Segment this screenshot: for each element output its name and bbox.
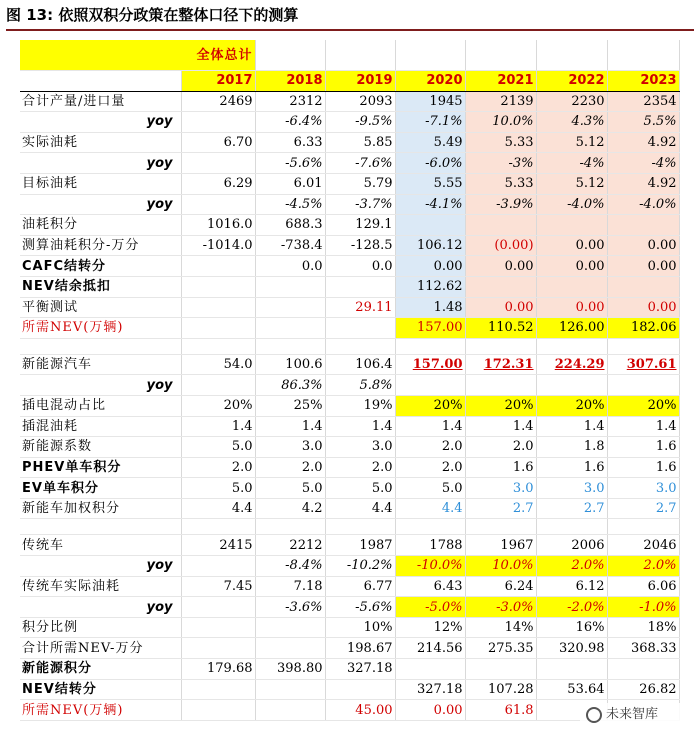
spacer-row (20, 338, 679, 354)
cell-2023: 6.06 (607, 576, 679, 597)
row-label: yoy (20, 375, 181, 396)
cell-2022 (536, 276, 607, 297)
cell-2019: 5.79 (325, 173, 395, 194)
row-label: NEV结转分 (20, 679, 181, 700)
cell-2020: 0.00 (395, 700, 465, 721)
cell-2021: (0.00) (465, 235, 536, 256)
cell-2021: -3.9% (465, 194, 536, 215)
cell-2022: 1.8 (536, 437, 607, 458)
cell-2022: 0.00 (536, 256, 607, 277)
cell-2017 (181, 276, 255, 297)
row-label: 合计所需NEV-万分 (20, 638, 181, 659)
cell-2023: 0.00 (607, 297, 679, 318)
table-title-row (20, 40, 679, 71)
cell-2023: 307.61 (607, 354, 679, 375)
cell-2018: -5.6% (255, 153, 325, 174)
cell-2021: -3.0% (465, 597, 536, 618)
cell-2017: 6.29 (181, 173, 255, 194)
cell-2023: 1.6 (607, 437, 679, 458)
cell-2020: 0.00 (395, 256, 465, 277)
table-row (20, 297, 679, 318)
cell-2019: 106.4 (325, 354, 395, 375)
row-label: NEV结余抵扣 (20, 276, 181, 297)
cell-2019: 327.18 (325, 659, 395, 680)
cell-2019: 45.00 (325, 700, 395, 721)
row-label: 实际油耗 (20, 132, 181, 153)
cell-2021: 5.33 (465, 173, 536, 194)
cell-2019: 29.11 (325, 297, 395, 318)
cell-2018 (255, 617, 325, 638)
table-row (20, 256, 679, 277)
cell-2022: 1.4 (536, 416, 607, 437)
row-label: yoy (20, 112, 181, 133)
cell-2020: -6.0% (395, 153, 465, 174)
cell-2022: 20% (536, 395, 607, 416)
cell-2022: 224.29 (536, 354, 607, 375)
table-row (20, 354, 679, 375)
cell-2022 (536, 215, 607, 236)
cell-2019: 5.8% (325, 375, 395, 396)
cell-2017: 7.45 (181, 576, 255, 597)
cell-2020: 5.55 (395, 173, 465, 194)
cell-2020 (395, 375, 465, 396)
cell-2020: 214.56 (395, 638, 465, 659)
cell-2018: -4.5% (255, 194, 325, 215)
cell-2022: 53.64 (536, 679, 607, 700)
cell-2021: 0.00 (465, 256, 536, 277)
cell-2022 (536, 375, 607, 396)
table-row (20, 679, 679, 700)
table-row (20, 498, 679, 519)
cell-2022: 320.98 (536, 638, 607, 659)
table-row (20, 276, 679, 297)
title-rule (6, 29, 694, 31)
cell-2018: 5.0 (255, 478, 325, 499)
cell-2020: -10.0% (395, 556, 465, 577)
row-label: 插混油耗 (20, 416, 181, 437)
cell-2017 (181, 556, 255, 577)
cell-2017 (181, 318, 255, 339)
cell-2021: 2.7 (465, 498, 536, 519)
data-table (20, 40, 680, 721)
cell-2019: -9.5% (325, 112, 395, 133)
cell-2021: 1967 (465, 535, 536, 556)
cell-2019: 3.0 (325, 437, 395, 458)
table-row (20, 659, 679, 680)
cell-2019: 5.0 (325, 478, 395, 499)
cell-2022: 2230 (536, 91, 607, 112)
cell-2022: -2.0% (536, 597, 607, 618)
cell-2019: 10% (325, 617, 395, 638)
table-row (20, 132, 679, 153)
cell-2022: 126.00 (536, 318, 607, 339)
cell-2023: 0.00 (607, 235, 679, 256)
cell-2020 (395, 659, 465, 680)
cell-2022: 4.3% (536, 112, 607, 133)
cell-2023: 2046 (607, 535, 679, 556)
cell-2021: 6.24 (465, 576, 536, 597)
cell-2022: -4% (536, 153, 607, 174)
cell-2021 (465, 276, 536, 297)
year-2019: 2019 (325, 71, 395, 92)
cell-2017 (181, 153, 255, 174)
row-label: 积分比例 (20, 617, 181, 638)
cell-2022: 2.0% (536, 556, 607, 577)
cell-2018: -8.4% (255, 556, 325, 577)
cell-2020: -5.0% (395, 597, 465, 618)
cell-2020: 2.0 (395, 457, 465, 478)
cell-2018 (255, 679, 325, 700)
cell-2019: 2.0 (325, 457, 395, 478)
cell-2023: 0.00 (607, 256, 679, 277)
table-row (20, 457, 679, 478)
cell-2018: 100.6 (255, 354, 325, 375)
cell-2020: -7.1% (395, 112, 465, 133)
cell-2018 (255, 297, 325, 318)
cell-2019: 4.4 (325, 498, 395, 519)
cell-2017: 179.68 (181, 659, 255, 680)
cell-2023: 18% (607, 617, 679, 638)
cell-2020: 1945 (395, 91, 465, 112)
table-row (20, 416, 679, 437)
table-row (20, 194, 679, 215)
blank-cell (325, 519, 395, 535)
cell-2020 (395, 215, 465, 236)
blank-cell (607, 338, 679, 354)
row-label: 平衡测试 (20, 297, 181, 318)
cell-2018 (255, 638, 325, 659)
cell-2023: 3.0 (607, 478, 679, 499)
cell-2019: 198.67 (325, 638, 395, 659)
cell-2023: 368.33 (607, 638, 679, 659)
cell-2019: 0.0 (325, 256, 395, 277)
row-label: yoy (20, 194, 181, 215)
row-label: 新能源汽车 (20, 354, 181, 375)
blank-cell (20, 338, 181, 354)
cell-2023: -4.0% (607, 194, 679, 215)
cell-2022: 16% (536, 617, 607, 638)
cell-2020: 5.49 (395, 132, 465, 153)
cell-2023: 1.4 (607, 416, 679, 437)
cell-2020: 20% (395, 395, 465, 416)
cell-2020: 112.62 (395, 276, 465, 297)
table-row (20, 91, 679, 112)
cell-2019: 1987 (325, 535, 395, 556)
cell-2017: 1.4 (181, 416, 255, 437)
cell-2020: 6.43 (395, 576, 465, 597)
table-row (20, 617, 679, 638)
cell-2021: -3% (465, 153, 536, 174)
cell-2019: -3.7% (325, 194, 395, 215)
cell-2022: 0.00 (536, 297, 607, 318)
cell-2022: 0.00 (536, 235, 607, 256)
row-label: 目标油耗 (20, 173, 181, 194)
cell-2021: 10.0% (465, 112, 536, 133)
table-row (20, 215, 679, 236)
cell-2018: 25% (255, 395, 325, 416)
cell-2020: 12% (395, 617, 465, 638)
cell-2017 (181, 638, 255, 659)
cell-2020: 106.12 (395, 235, 465, 256)
cell-2020: 157.00 (395, 354, 465, 375)
cell-2018: 3.0 (255, 437, 325, 458)
row-label: 新能源积分 (20, 659, 181, 680)
cell-2023: 2.7 (607, 498, 679, 519)
cell-2019: -10.2% (325, 556, 395, 577)
blank-cell (181, 338, 255, 354)
cell-2018: -6.4% (255, 112, 325, 133)
cell-2017 (181, 700, 255, 721)
cell-2017 (181, 194, 255, 215)
blank-cell (536, 338, 607, 354)
cell-2019: 1.4 (325, 416, 395, 437)
cell-2017 (181, 112, 255, 133)
cell-2021: 3.0 (465, 478, 536, 499)
row-label: 传统车实际油耗 (20, 576, 181, 597)
blank-cell (255, 40, 325, 71)
table-row (20, 173, 679, 194)
cell-2018: 86.3% (255, 375, 325, 396)
cell-2017 (181, 679, 255, 700)
cell-2020: 1788 (395, 535, 465, 556)
cell-2022: 1.6 (536, 457, 607, 478)
table-row (20, 318, 679, 339)
blank-cell (465, 40, 536, 71)
cell-2020: 1.4 (395, 416, 465, 437)
cell-2021: 0.00 (465, 297, 536, 318)
cell-2019 (325, 276, 395, 297)
blank-cell (607, 40, 679, 71)
cell-2017: 20% (181, 395, 255, 416)
table-row (20, 375, 679, 396)
cell-2017: -1014.0 (181, 235, 255, 256)
cell-2017 (181, 597, 255, 618)
cell-2017: 1016.0 (181, 215, 255, 236)
blank-cell (465, 519, 536, 535)
table-row (20, 235, 679, 256)
table-row (20, 478, 679, 499)
table-row (20, 437, 679, 458)
cell-2018: 0.0 (255, 256, 325, 277)
table-row (20, 395, 679, 416)
cell-2023: 2.0% (607, 556, 679, 577)
cell-2021 (465, 375, 536, 396)
year-2022: 2022 (536, 71, 607, 92)
cell-2019: 19% (325, 395, 395, 416)
row-label: yoy (20, 153, 181, 174)
cell-2017: 54.0 (181, 354, 255, 375)
table-title: 全体总计 (20, 40, 255, 71)
row-label: 传统车 (20, 535, 181, 556)
cell-2018: 2212 (255, 535, 325, 556)
cell-2017: 5.0 (181, 437, 255, 458)
year-2018: 2018 (255, 71, 325, 92)
cell-2022: 2.7 (536, 498, 607, 519)
watermark-text: 未来智库 (606, 707, 659, 722)
table-row (20, 597, 679, 618)
cell-2018: 6.01 (255, 173, 325, 194)
blank-cell (181, 519, 255, 535)
cell-2019: 6.77 (325, 576, 395, 597)
watermark (580, 703, 690, 727)
cell-2021 (465, 215, 536, 236)
row-label: 新能车加权积分 (20, 498, 181, 519)
cell-2021: 14% (465, 617, 536, 638)
year-2021: 2021 (465, 71, 536, 92)
cell-2020: 5.0 (395, 478, 465, 499)
row-label: 新能源系数 (20, 437, 181, 458)
blank-cell (536, 519, 607, 535)
cell-2018: 398.80 (255, 659, 325, 680)
spacer-row (20, 519, 679, 535)
cell-2020: 327.18 (395, 679, 465, 700)
cell-2023: -4% (607, 153, 679, 174)
cell-2020: 2.0 (395, 437, 465, 458)
cell-2022 (536, 659, 607, 680)
table-row (20, 535, 679, 556)
cell-2023: 1.6 (607, 457, 679, 478)
blank-cell (255, 338, 325, 354)
header-blank (20, 71, 181, 92)
cell-2021: 1.6 (465, 457, 536, 478)
cell-2021: 5.33 (465, 132, 536, 153)
year-2017: 2017 (181, 71, 255, 92)
cell-2018 (255, 700, 325, 721)
cell-2023 (607, 659, 679, 680)
cell-2023 (607, 215, 679, 236)
cell-2021: 2.0 (465, 437, 536, 458)
figure-title: 图 13: 依照双积分政策在整体口径下的测算 (6, 6, 299, 24)
cell-2020: 1.48 (395, 297, 465, 318)
cell-2022: 5.12 (536, 132, 607, 153)
cell-2021: 107.28 (465, 679, 536, 700)
cell-2019 (325, 679, 395, 700)
blank-cell (465, 338, 536, 354)
cell-2018: 4.2 (255, 498, 325, 519)
cell-2023: 26.82 (607, 679, 679, 700)
watermark-logo-icon (586, 707, 602, 723)
cell-2023 (607, 375, 679, 396)
table-row (20, 153, 679, 174)
cell-2023: 5.5% (607, 112, 679, 133)
cell-2017 (181, 617, 255, 638)
cell-2019: 129.1 (325, 215, 395, 236)
cell-2021: 10.0% (465, 556, 536, 577)
cell-2023: 4.92 (607, 132, 679, 153)
cell-2023: -1.0% (607, 597, 679, 618)
row-label: 所需NEV(万辆) (20, 318, 181, 339)
cell-2017 (181, 375, 255, 396)
cell-2022: -4.0% (536, 194, 607, 215)
cell-2020: -4.1% (395, 194, 465, 215)
row-label: yoy (20, 556, 181, 577)
row-label: PHEV单车积分 (20, 457, 181, 478)
row-label: CAFC结转分 (20, 256, 181, 277)
blank-cell (607, 519, 679, 535)
cell-2021: 110.52 (465, 318, 536, 339)
blank-cell (20, 519, 181, 535)
year-header-row (20, 71, 679, 92)
cell-2017: 4.4 (181, 498, 255, 519)
cell-2019 (325, 318, 395, 339)
cell-2018: 6.33 (255, 132, 325, 153)
cell-2017: 2415 (181, 535, 255, 556)
cell-2019: -128.5 (325, 235, 395, 256)
blank-cell (325, 40, 395, 71)
row-label: yoy (20, 597, 181, 618)
cell-2020: 157.00 (395, 318, 465, 339)
cell-2023: 20% (607, 395, 679, 416)
cell-2021: 61.8 (465, 700, 536, 721)
blank-cell (395, 40, 465, 71)
cell-2019: 2093 (325, 91, 395, 112)
cell-2022: 5.12 (536, 173, 607, 194)
row-label: EV单车积分 (20, 478, 181, 499)
cell-2018: 2.0 (255, 457, 325, 478)
cell-2021: 172.31 (465, 354, 536, 375)
cell-2023: 182.06 (607, 318, 679, 339)
blank-cell (395, 338, 465, 354)
cell-2019: -5.6% (325, 597, 395, 618)
row-label: 合计产量/进口量 (20, 91, 181, 112)
cell-2018: 1.4 (255, 416, 325, 437)
cell-2017 (181, 297, 255, 318)
cell-2021: 20% (465, 395, 536, 416)
cell-2018: -738.4 (255, 235, 325, 256)
cell-2017: 5.0 (181, 478, 255, 499)
cell-2021 (465, 659, 536, 680)
row-label: 测算油耗积分-万分 (20, 235, 181, 256)
table-row (20, 112, 679, 133)
row-label: 插电混动占比 (20, 395, 181, 416)
cell-2022: 3.0 (536, 478, 607, 499)
table-row (20, 576, 679, 597)
cell-2023 (607, 276, 679, 297)
blank-cell (255, 519, 325, 535)
row-label: 所需NEV(万辆) (20, 700, 181, 721)
cell-2021: 1.4 (465, 416, 536, 437)
cell-2022: 6.12 (536, 576, 607, 597)
blank-cell (325, 338, 395, 354)
cell-2017 (181, 256, 255, 277)
cell-2018: 2312 (255, 91, 325, 112)
blank-cell (536, 40, 607, 71)
cell-2017: 2.0 (181, 457, 255, 478)
cell-2018: 7.18 (255, 576, 325, 597)
cell-2019: 5.85 (325, 132, 395, 153)
cell-2018: -3.6% (255, 597, 325, 618)
table-row (20, 556, 679, 577)
cell-2022: 2006 (536, 535, 607, 556)
cell-2017: 6.70 (181, 132, 255, 153)
year-2023: 2023 (607, 71, 679, 92)
cell-2023: 2354 (607, 91, 679, 112)
year-2020: 2020 (395, 71, 465, 92)
cell-2017: 2469 (181, 91, 255, 112)
cell-2018 (255, 276, 325, 297)
cell-2020: 4.4 (395, 498, 465, 519)
cell-2018: 688.3 (255, 215, 325, 236)
cell-2021: 2139 (465, 91, 536, 112)
cell-2023: 4.92 (607, 173, 679, 194)
cell-2021: 275.35 (465, 638, 536, 659)
table-row (20, 638, 679, 659)
blank-cell (395, 519, 465, 535)
row-label: 油耗积分 (20, 215, 181, 236)
cell-2018 (255, 318, 325, 339)
cell-2019: -7.6% (325, 153, 395, 174)
